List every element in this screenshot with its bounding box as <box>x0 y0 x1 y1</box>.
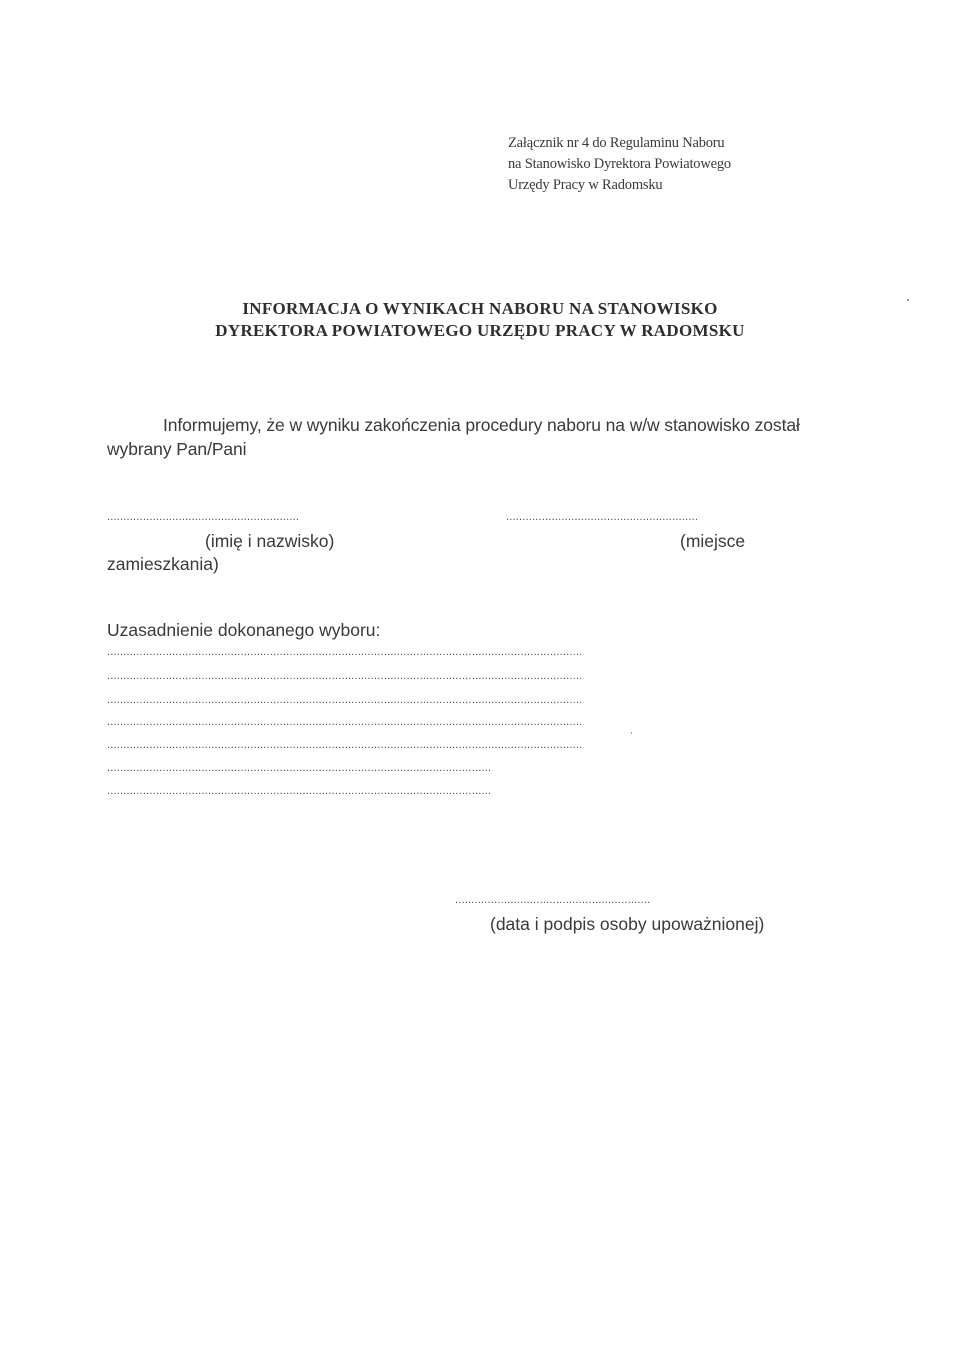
justification-line: ...................................................................................................................... <box>107 762 492 774</box>
annex-line-3: Urzędy Pracy w Radomsku <box>508 177 663 193</box>
justification-line: .................................................................................................................................................. <box>107 694 583 706</box>
document-title <box>120 298 840 342</box>
annex-line-1: Załącznik nr 4 do Regulaminu Naboru <box>508 135 725 151</box>
name-label: (imię i nazwisko) <box>205 531 335 551</box>
signature-label: (data i podpis osoby upoważnionej) <box>490 914 765 934</box>
title-line-2: DYREKTORA POWIATOWEGO URZĘDU PRACY W RADOMSKU <box>215 321 745 340</box>
justification-line: .................................................................................................................................................. <box>107 646 583 658</box>
residence-label: (miejsce <box>680 531 746 551</box>
annex-line-2: na Stanowisko Dyrektora Powiatowego <box>508 156 731 172</box>
signature-fill-line: ............................................................ <box>455 894 651 906</box>
justification-line: .................................................................................................................................................. <box>107 716 583 728</box>
justification-heading: Uzasadnienie dokonanego wyboru: <box>107 620 381 640</box>
residence-label-continued: zamieszkania) <box>107 554 219 574</box>
justification-line: ...................................................................................................................... <box>107 785 492 797</box>
scan-speck <box>631 732 632 734</box>
scan-speck <box>907 299 909 301</box>
intro-line-1: Informujemy, że w wyniku zakończenia procedury naboru na w/w stanowisko został <box>163 415 800 435</box>
residence-fill-line: ........................................................... <box>506 511 699 523</box>
justification-line: .................................................................................................................................................. <box>107 670 583 682</box>
intro-paragraph <box>107 413 852 461</box>
annex-note <box>508 133 731 196</box>
title-line-1: INFORMACJA O WYNIKACH NABORU NA STANOWISKO <box>242 299 718 318</box>
intro-line-2: wybrany Pan/Pani <box>107 439 247 459</box>
name-fill-line: ........................................................... <box>107 511 300 523</box>
justification-line: .................................................................................................................................................. <box>107 739 583 751</box>
